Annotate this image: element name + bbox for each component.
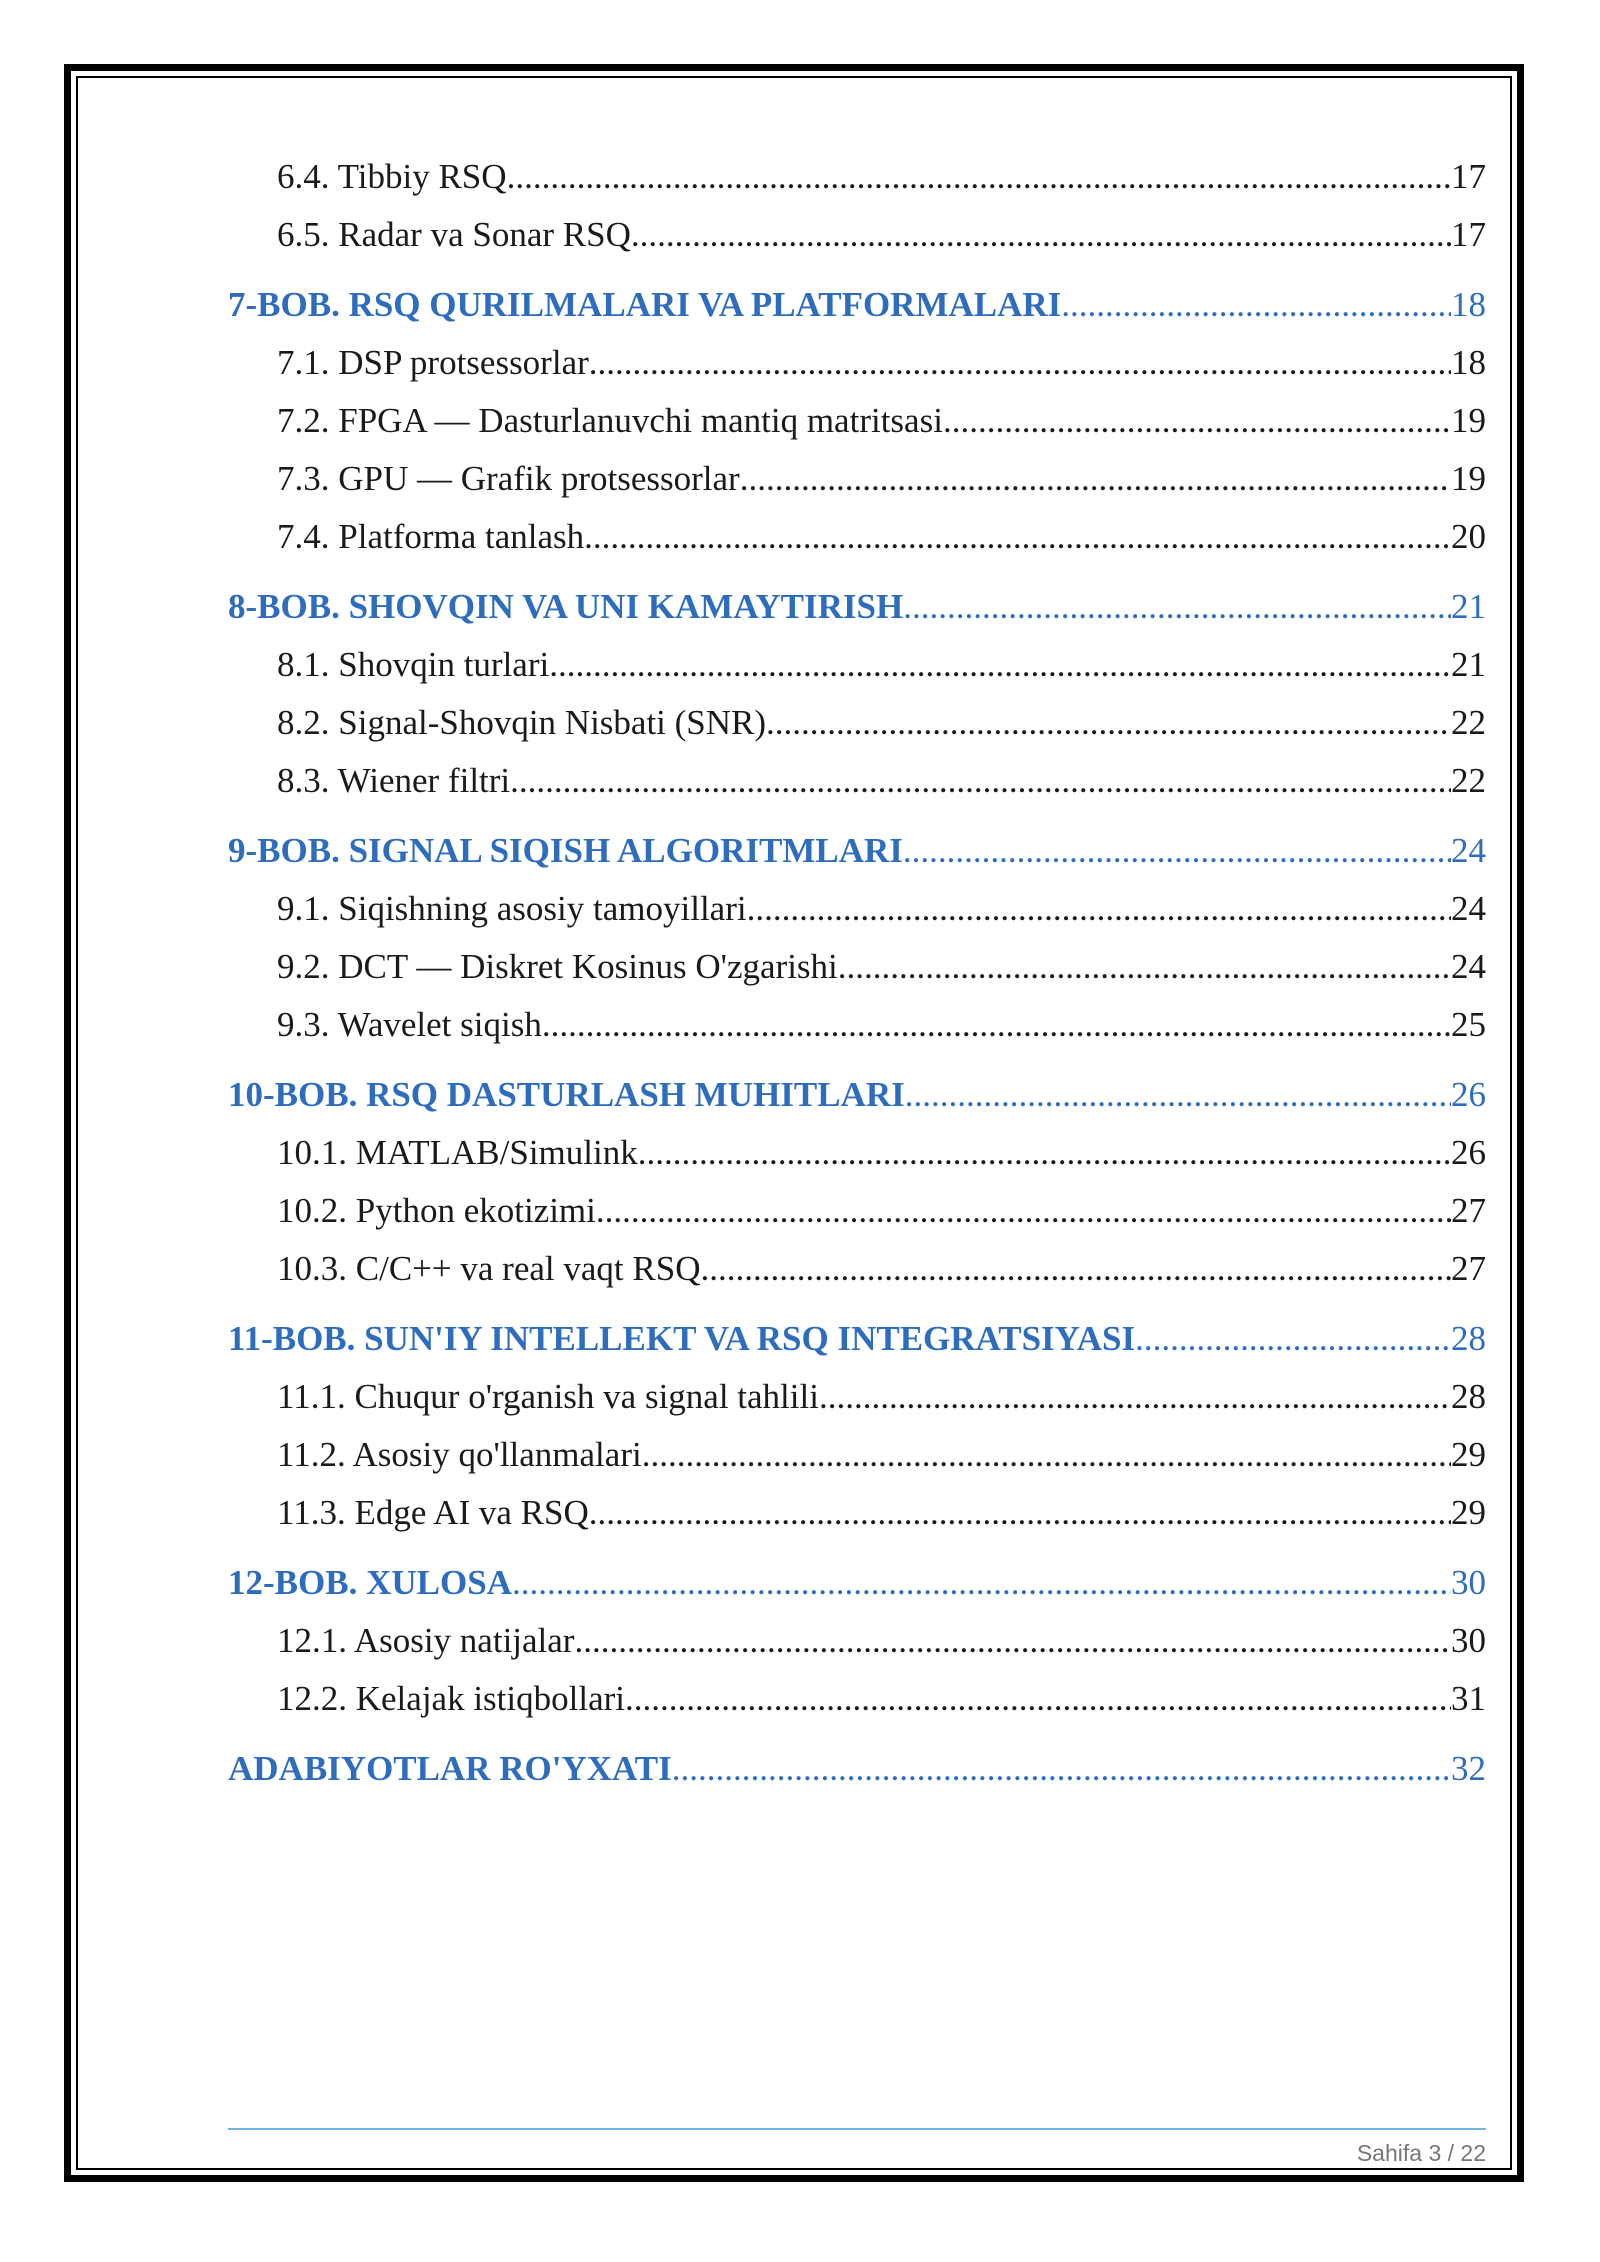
toc-entry-page-number: 25 (1451, 1005, 1486, 1044)
toc-entry-title: 9-BOB. SIGNAL SIQISH ALGORITMLARI (228, 831, 903, 870)
toc-entry-title: 7.3. GPU — Grafik protsessorlar (277, 459, 740, 498)
table-of-contents (228, 148, 1486, 1798)
toc-entry-page-number: 24 (1451, 889, 1486, 928)
toc-leader-dots (903, 578, 1451, 636)
toc-leader-dots (700, 1240, 1451, 1298)
toc-entry-title: 7.2. FPGA — Dasturlanuvchi mantiq matritsasi (277, 401, 943, 440)
toc-section-entry[interactable] (228, 334, 1486, 392)
toc-entry-page-number: 18 (1451, 285, 1486, 324)
toc-entry-page-number: 19 (1451, 401, 1486, 440)
toc-entry-title: 8.3. Wiener filtri (277, 761, 511, 800)
toc-section-entry[interactable] (228, 1240, 1486, 1298)
toc-leader-dots (584, 508, 1451, 566)
toc-entry-title: 7.1. DSP protsessorlar (277, 343, 589, 382)
toc-entry-page-number: 20 (1451, 517, 1486, 556)
toc-entry-page-number: 21 (1451, 645, 1486, 684)
toc-entry-page-number: 19 (1451, 459, 1486, 498)
toc-leader-dots (507, 148, 1451, 206)
toc-entry-title: 12-BOB. XULOSA (228, 1563, 512, 1602)
toc-entry-title: 10-BOB. RSQ DASTURLASH MUHITLARI (228, 1075, 905, 1114)
toc-leader-dots (549, 636, 1451, 694)
toc-entry-page-number: 24 (1451, 831, 1486, 870)
toc-leader-dots (631, 206, 1451, 264)
toc-entry-page-number: 29 (1451, 1493, 1486, 1532)
toc-chapter-entry[interactable] (228, 1310, 1486, 1368)
toc-section-entry[interactable] (228, 508, 1486, 566)
toc-leader-dots (542, 996, 1451, 1054)
toc-entry-title: 11.1. Chuqur o'rganish va signal tahlili (277, 1377, 819, 1416)
toc-leader-dots (574, 1612, 1451, 1670)
toc-entry-title: 7-BOB. RSQ QURILMALARI VA PLATFORMALARI (228, 285, 1062, 324)
toc-section-entry[interactable] (228, 996, 1486, 1054)
toc-leader-dots (905, 1066, 1451, 1124)
toc-entry-page-number: 27 (1451, 1249, 1486, 1288)
toc-entry-page-number: 31 (1451, 1679, 1486, 1718)
toc-chapter-entry[interactable] (228, 1740, 1486, 1798)
toc-leader-dots (747, 880, 1451, 938)
toc-leader-dots (596, 1182, 1451, 1240)
toc-chapter-entry[interactable] (228, 1066, 1486, 1124)
toc-section-entry[interactable] (228, 1426, 1486, 1484)
toc-leader-dots (589, 334, 1451, 392)
toc-entry-page-number: 30 (1451, 1563, 1486, 1602)
toc-leader-dots (903, 822, 1451, 880)
toc-entry-page-number: 22 (1451, 761, 1486, 800)
toc-entry-page-number: 21 (1451, 587, 1486, 626)
toc-section-entry[interactable] (228, 450, 1486, 508)
toc-entry-page-number: 26 (1451, 1133, 1486, 1172)
toc-entry-title: 12.2. Kelajak istiqbollari (277, 1679, 625, 1718)
toc-entry-title: 6.4. Tibbiy RSQ (277, 157, 507, 196)
toc-leader-dots (740, 450, 1451, 508)
toc-entry-title: 11-BOB. SUN'IY INTELLEKT VA RSQ INTEGRATSIYASI (228, 1319, 1136, 1358)
toc-entry-title: 10.2. Python ekotizimi (277, 1191, 596, 1230)
toc-leader-dots (589, 1484, 1451, 1542)
toc-entry-page-number: 17 (1451, 215, 1486, 254)
toc-entry-page-number: 18 (1451, 343, 1486, 382)
toc-entry-page-number: 28 (1451, 1377, 1486, 1416)
page-number-footer: Sahifa 3 / 22 (1356, 2140, 1486, 2166)
toc-entry-title: 9.1. Siqishning asosiy tamoyillari (277, 889, 747, 928)
toc-leader-dots (943, 392, 1451, 450)
toc-entry-title: 11.2. Asosiy qo'llanmalari (277, 1435, 642, 1474)
toc-leader-dots (838, 938, 1451, 996)
toc-entry-page-number: 24 (1451, 947, 1486, 986)
toc-leader-dots (642, 1426, 1451, 1484)
toc-leader-dots (625, 1670, 1451, 1728)
toc-entry-page-number: 28 (1451, 1319, 1486, 1358)
toc-section-entry[interactable] (228, 752, 1486, 810)
toc-section-entry[interactable] (228, 694, 1486, 752)
toc-entry-page-number: 22 (1451, 703, 1486, 742)
toc-leader-dots (1061, 276, 1451, 334)
toc-entry-title: 6.5. Radar va Sonar RSQ (277, 215, 631, 254)
toc-entry-title: 11.3. Edge AI va RSQ (277, 1493, 589, 1532)
toc-entry-title: 8.2. Signal-Shovqin Nisbati (SNR) (277, 703, 767, 742)
toc-leader-dots (512, 1554, 1451, 1612)
toc-entry-page-number: 29 (1451, 1435, 1486, 1474)
toc-entry-title: 12.1. Asosiy natijalar (277, 1621, 575, 1660)
toc-section-entry[interactable] (228, 1612, 1486, 1670)
toc-entry-title: 9.2. DCT — Diskret Kosinus O'zgarishi (277, 947, 838, 986)
toc-entry-title: 7.4. Platforma tanlash (277, 517, 585, 556)
toc-section-entry[interactable] (228, 880, 1486, 938)
toc-section-entry[interactable] (228, 1484, 1486, 1542)
toc-section-entry[interactable] (228, 148, 1486, 206)
toc-leader-dots (766, 694, 1451, 752)
toc-entry-page-number: 27 (1451, 1191, 1486, 1230)
toc-leader-dots (638, 1124, 1451, 1182)
toc-section-entry[interactable] (228, 206, 1486, 264)
toc-chapter-entry[interactable] (228, 1554, 1486, 1612)
toc-section-entry[interactable] (228, 636, 1486, 694)
toc-chapter-entry[interactable] (228, 822, 1486, 880)
toc-entry-title: 8-BOB. SHOVQIN VA UNI KAMAYTIRISH (228, 587, 904, 626)
toc-chapter-entry[interactable] (228, 578, 1486, 636)
toc-entry-page-number: 30 (1451, 1621, 1486, 1660)
footer-rule (228, 2128, 1486, 2130)
toc-section-entry[interactable] (228, 1182, 1486, 1240)
toc-chapter-entry[interactable] (228, 276, 1486, 334)
toc-section-entry[interactable] (228, 1368, 1486, 1426)
toc-leader-dots (819, 1368, 1451, 1426)
toc-entry-page-number: 17 (1451, 157, 1486, 196)
toc-leader-dots (510, 752, 1451, 810)
toc-leader-dots (672, 1740, 1451, 1798)
toc-section-entry[interactable] (228, 938, 1486, 996)
toc-entry-page-number: 32 (1451, 1749, 1486, 1788)
toc-leader-dots (1135, 1310, 1451, 1368)
toc-entry-title: 9.3. Wavelet siqish (277, 1005, 542, 1044)
toc-entry-title: ADABIYOTLAR RO'YXATI (228, 1749, 672, 1788)
toc-section-entry[interactable] (228, 1670, 1486, 1728)
toc-entry-title: 10.3. C/C++ va real vaqt RSQ (277, 1249, 701, 1288)
toc-entry-title: 8.1. Shovqin turlari (277, 645, 550, 684)
toc-entry-title: 10.1. MATLAB/Simulink (277, 1133, 638, 1172)
toc-section-entry[interactable] (228, 1124, 1486, 1182)
toc-section-entry[interactable] (228, 392, 1486, 450)
toc-entry-page-number: 26 (1451, 1075, 1486, 1114)
